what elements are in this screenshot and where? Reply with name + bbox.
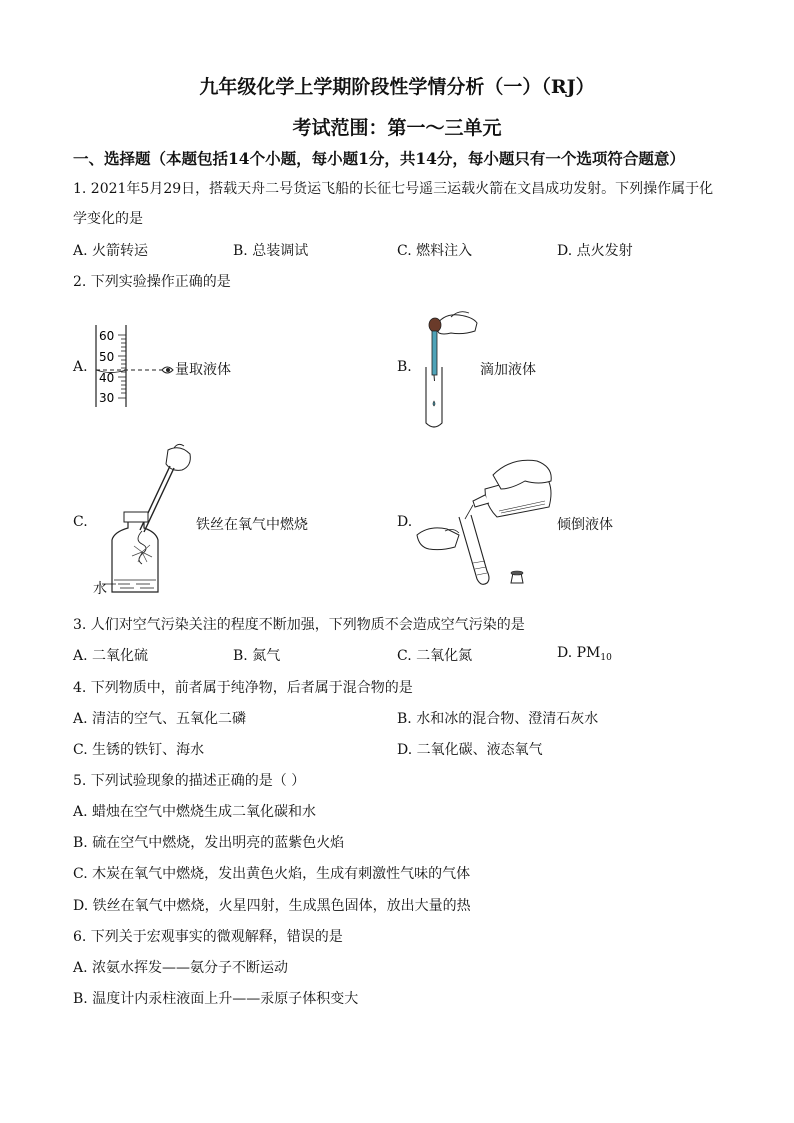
q2-option-c-letter: C. bbox=[73, 514, 88, 530]
right-hand-bottle-icon bbox=[473, 460, 551, 517]
q2-stem: 2. 下列实验操作正确的是 bbox=[73, 274, 231, 290]
left-hand-icon bbox=[417, 528, 459, 550]
q1-stem-line2: 学变化的是 bbox=[73, 211, 143, 227]
scale-tick-30: 30 bbox=[99, 391, 115, 405]
q4-option-a: A. 清洁的空气、五氧化二磷 bbox=[73, 711, 247, 727]
q2-option-d-letter: D. bbox=[397, 514, 413, 530]
q3-option-d bbox=[557, 645, 612, 663]
scale-tick-60: 60 bbox=[99, 329, 115, 343]
q4-option-b: B. 水和冰的混合物、澄清石灰水 bbox=[397, 711, 599, 727]
q5-stem: 5. 下列试验现象的描述正确的是（ ） bbox=[73, 773, 306, 789]
q4-option-c: C. 生锈的铁钉、海水 bbox=[73, 742, 205, 758]
section-heading: 一、选择题（本题包括14个小题，每小题1分，共14分，每小题只有一个选项符合题意） bbox=[73, 149, 685, 168]
q5-option-a: A. 蜡烛在空气中燃烧生成二氧化碳和水 bbox=[73, 804, 317, 820]
q1-option-c: C. 燃料注入 bbox=[397, 243, 473, 259]
q3-stem: 3. 人们对空气污染关注的程度不断加强，下列物质不会造成空气污染的是 bbox=[73, 617, 525, 633]
q3-option-b: B. 氮气 bbox=[233, 648, 281, 664]
q4-stem: 4. 下列物质中，前者属于纯净物，后者属于混合物的是 bbox=[73, 680, 413, 696]
q1-option-d: D. 点火发射 bbox=[557, 243, 633, 259]
q5-option-b: B. 硫在空气中燃烧，发出明亮的蓝紫色火焰 bbox=[73, 835, 345, 851]
q2-option-c-caption: 铁丝在氧气中燃烧 bbox=[196, 517, 308, 533]
q5-option-d: D. 铁丝在氧气中燃烧，火星四射，生成黑色固体，放出大量的热 bbox=[73, 898, 471, 914]
q6-stem: 6. 下列关于宏观事实的微观解释，错误的是 bbox=[73, 929, 343, 945]
q4-option-d: D. 二氧化碳、液态氧气 bbox=[397, 742, 543, 758]
q2-option-a-caption: 量取液体 bbox=[175, 362, 231, 378]
q1-option-b: B. 总装调试 bbox=[233, 243, 309, 259]
q3-option-a: A. 二氧化硫 bbox=[73, 648, 149, 664]
q2-option-d-caption: 倾倒液体 bbox=[557, 517, 613, 533]
q6-option-a: A. 浓氨水挥发——氨分子不断运动 bbox=[73, 960, 289, 976]
q2-option-a-letter: A. bbox=[73, 359, 88, 375]
q2-option-b-letter: B. bbox=[397, 359, 412, 375]
q5-option-c: C. 木炭在氧气中燃烧，发出黄色火焰，生成有刺激性气味的气体 bbox=[73, 866, 471, 882]
water-label: 水 bbox=[93, 581, 107, 597]
q2-option-b-caption: 滴加液体 bbox=[480, 362, 536, 378]
iron-wire-combustion-figure bbox=[90, 440, 200, 600]
page-title: 九年级化学上学期阶段性学情分析（一）（RJ） bbox=[199, 76, 595, 98]
q1-stem-line1: 1. 2021年5月29日，搭载天舟二号货运飞船的长征七号遥三运载火箭在文昌成功发射。下列操作属于化 bbox=[73, 181, 714, 197]
q3-option-d-subscript: 10 bbox=[600, 653, 612, 663]
q1-option-a: A. 火箭转运 bbox=[73, 243, 149, 259]
q3-option-d-text: D. PM bbox=[557, 645, 601, 661]
scale-tick-50: 50 bbox=[99, 350, 115, 364]
pouring-liquid-figure bbox=[415, 455, 565, 590]
q6-option-b: B. 温度计内汞柱液面上升——汞原子体积变大 bbox=[73, 991, 359, 1007]
q3-option-c: C. 二氧化氮 bbox=[397, 648, 473, 664]
page-subtitle: 考试范围：第一～三单元 bbox=[292, 117, 502, 139]
hand-icon bbox=[435, 312, 477, 334]
scale-tick-40: 40 bbox=[99, 371, 115, 385]
dropper-testtube-figure bbox=[415, 305, 485, 430]
eye-icon bbox=[162, 367, 173, 373]
